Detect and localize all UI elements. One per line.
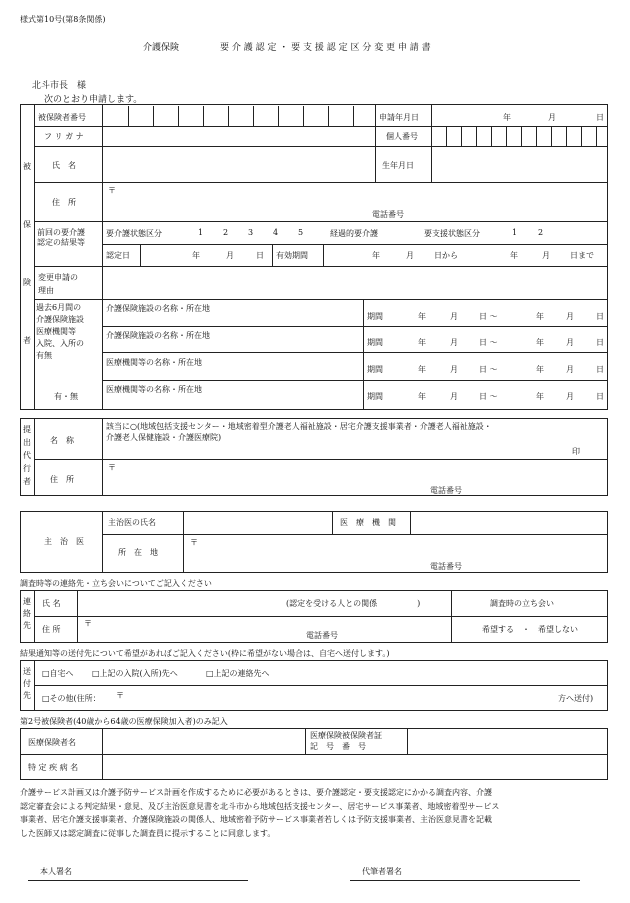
care-level-4[interactable]: 4	[273, 228, 279, 237]
agent-phone-label: 電話番号	[430, 486, 462, 495]
delivery-side-label: 送 付 先	[23, 667, 31, 700]
personal-number-label: 個人番号	[386, 132, 418, 141]
date-year-unit: 年	[503, 113, 511, 122]
transitional-care[interactable]: 経過的要介護	[330, 229, 378, 238]
care-level-3[interactable]: 3	[248, 228, 254, 237]
care-level-1[interactable]: 1	[198, 228, 204, 237]
option-other-checkbox[interactable]: □その他(住所：	[42, 694, 101, 703]
support-level-2[interactable]: 2	[538, 228, 544, 237]
furigana-label: フ リ ガ ナ	[44, 132, 84, 141]
care-level-5[interactable]: 5	[298, 228, 304, 237]
insurance-label: 介護保険	[143, 43, 180, 53]
delivery-postal-mark: 〒	[116, 691, 124, 700]
proxy-signature-line[interactable]	[350, 880, 580, 881]
facility-history-label: 過去6月間の 介護保険施設 医療機関等 入院、入所の 有無	[36, 303, 84, 360]
postal-mark: 〒	[108, 186, 116, 195]
birth-date-label: 生年月日	[382, 161, 414, 170]
facility-name-4: 医療機関等の名称・所在地	[106, 385, 202, 394]
care-level-2[interactable]: 2	[223, 228, 229, 237]
change-reason-input[interactable]	[104, 268, 604, 297]
agent-type-line-1: 該当に○(地域包括支援センター・地域密着型介護老人福祉施設・居宅介護支援事業者・介護老人福祉施設・	[106, 422, 492, 431]
cert-year: 年	[192, 251, 200, 260]
address-label: 住 所	[52, 198, 76, 207]
valid-to-year: 年	[510, 251, 518, 260]
disease-label: 特 定 疾 病 名	[28, 763, 79, 772]
contact-postal-mark: 〒	[84, 619, 92, 628]
doctor-location-label: 所 在 地	[118, 548, 158, 557]
contact-address-label: 住 所	[42, 625, 61, 634]
validity-label: 有効期間	[276, 251, 308, 260]
option-facility-checkbox[interactable]: □上記の入院(入所)先へ	[92, 669, 178, 678]
attendance-options[interactable]: 希望する ・ 希望しない	[482, 625, 578, 634]
phone-label: 電話番号	[372, 210, 404, 219]
consent-text: 介護サービス計画又は介護予防サービス計画を作成するために必要があるときは、要介護認定・要支援認定にかかる調査内容、介護 認定審査会による判定結果・意見、及び主治医意見書を北斗市から地域包括支援センター、居宅サービス事業者、地域密着型サービス 事業者、居宅介護支援事業者、介護保険施設の関係人、地域密着予防サービス事業者若しくは予防支援事業者、主治医意見書を記載 した医師又は認定調査に従事した調査員に提示することに同意します。	[20, 788, 500, 838]
facility-name-3: 医療機関等の名称・所在地	[106, 358, 202, 367]
valid-to-label: 日まで	[570, 251, 594, 260]
cert-date-label: 認定日	[106, 251, 130, 260]
support-level-1[interactable]: 1	[512, 228, 518, 237]
second-insured-heading: 第2号被保険者(40歳から64歳の医療保険加入者)のみ記入	[20, 717, 228, 726]
facility-yes-no[interactable]: 有・無	[54, 392, 78, 401]
addressee: 北斗市長 様	[32, 81, 87, 91]
date-day-unit: 日	[596, 113, 604, 122]
date-month-unit: 月	[548, 113, 556, 122]
valid-to-month: 月	[542, 251, 550, 260]
doctor-name-label: 主治医の氏名	[108, 518, 156, 527]
insured-side-label: 被 保 険 者	[23, 162, 31, 345]
self-signature-line[interactable]	[28, 880, 248, 881]
form-number: 様式第10号(第8条関係)	[20, 15, 106, 24]
doctor-phone-label: 電話番号	[430, 562, 462, 571]
cert-number-label: 医療保険被保険者証 記 号 番 号	[310, 731, 382, 751]
prev-result-label: 前回の要介護 認定の結果等	[37, 228, 85, 247]
facility-name-1: 介護保険施設の名称・所在地	[106, 304, 210, 313]
cert-day: 日	[256, 251, 264, 260]
page-title: 要 介 護 認 定 ・ 要 支 援 認 定 区 分 変 更 申 請 書	[220, 43, 431, 53]
application-date-label: 申請年月日	[379, 113, 419, 122]
valid-from-label: 日から	[434, 251, 458, 260]
valid-from-year: 年	[372, 251, 380, 260]
contact-side-label: 連 絡 先	[23, 597, 31, 630]
contact-phone-label: 電話番号	[306, 631, 338, 640]
agent-side-label: 提 出 代 行 者	[23, 425, 31, 486]
insured-number-label: 被保険者番号	[38, 113, 86, 122]
support-level-label: 要支援状態区分	[424, 229, 480, 238]
care-level-label: 要介護状態区分	[106, 229, 162, 238]
seal-mark: 印	[572, 447, 580, 456]
change-reason-label: 変更申請の 理由	[38, 273, 78, 295]
cert-month: 月	[226, 251, 234, 260]
agent-type-line-2: 介護老人保健施設・介護医療院)	[106, 433, 222, 442]
contact-relation: (認定を受ける人との関係 )	[286, 599, 421, 608]
insurer-name-label: 医療保険者名	[28, 738, 76, 747]
agent-name-label: 名 称	[50, 436, 74, 445]
contact-heading: 調査時等の連絡先・立ち会いについてご記入ください	[20, 579, 212, 588]
contact-name-label: 氏 名	[42, 599, 61, 608]
doctor-postal-mark: 〒	[190, 538, 198, 547]
agent-postal-mark: 〒	[108, 463, 116, 472]
institution-label: 医 療 機 関	[340, 518, 396, 527]
name-label: 氏 名	[52, 161, 76, 170]
facility-name-2: 介護保険施設の名称・所在地	[106, 331, 210, 340]
delivery-suffix: 方へ送付)	[558, 694, 594, 703]
option-contact-checkbox[interactable]: □上記の連絡先へ	[206, 669, 270, 678]
valid-from-month: 月	[406, 251, 414, 260]
option-home-checkbox[interactable]: □自宅へ	[42, 669, 74, 678]
name-input[interactable]	[104, 148, 372, 180]
delivery-heading: 結果通知等の送付先について希望があればご記入ください(枠に希望がない場合は、自宅へ送付します。)	[20, 649, 390, 658]
agent-address-label: 住 所	[50, 475, 74, 484]
proxy-signature-label: 代筆者署名	[362, 867, 402, 876]
intro-text: 次のとおり申請します。	[44, 95, 143, 105]
self-signature-label: 本人署名	[40, 867, 72, 876]
attendance-label: 調査時の立ち会い	[490, 599, 554, 608]
doctor-label: 主 治 医	[44, 537, 84, 546]
